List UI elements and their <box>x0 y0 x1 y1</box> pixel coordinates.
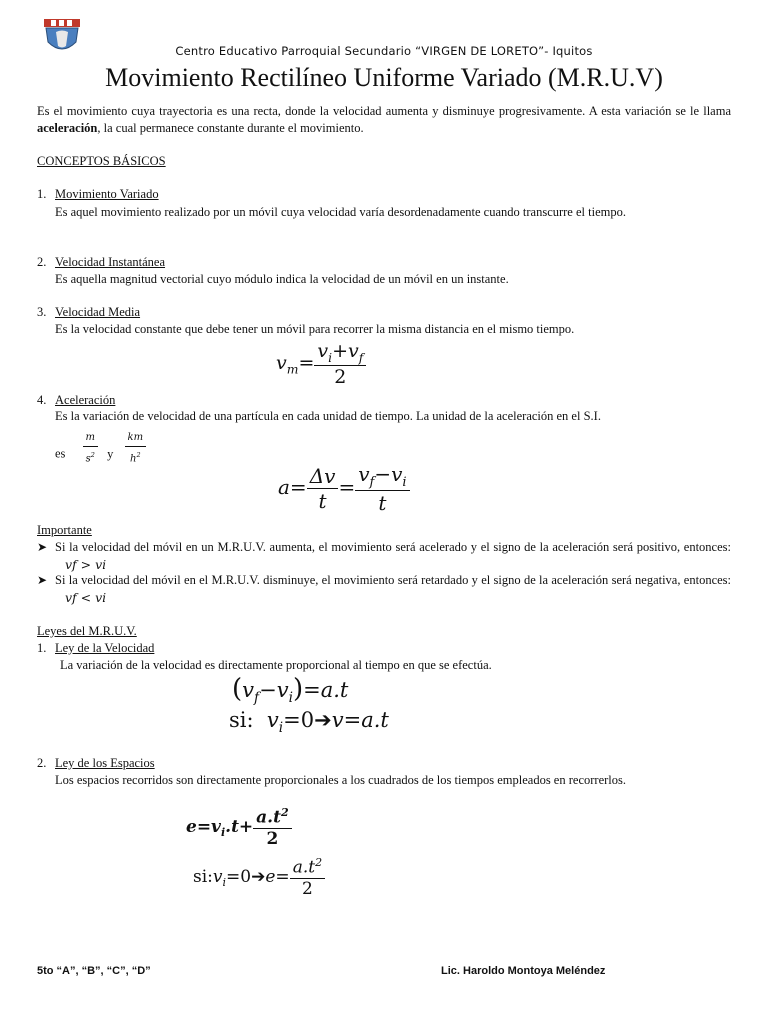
concept-title: Movimiento Variado <box>55 187 159 201</box>
school-name: Centro Educativo Parroquial Secundario “VIRGEN DE LORETO”- Iquitos <box>175 44 593 58</box>
importante-heading: Importante <box>37 523 92 537</box>
concept-number: 2. <box>37 255 47 269</box>
law-number: 1. <box>37 641 47 655</box>
formula-velocidad-media: $v_m=$ $\frac{v_i+v_f}{2}$ <box>276 340 366 388</box>
footer-grades: 5to “A”, “B”, “C”, “D” <box>37 965 151 977</box>
intro-bold: aceleración <box>37 121 98 135</box>
law-title: Ley de la Velocidad <box>55 641 155 655</box>
unit-km-h2: km h2 <box>125 443 147 454</box>
concept-number: 3. <box>37 305 47 319</box>
concept-title: Velocidad Instantánea <box>55 255 166 269</box>
concept-text: Es aquel movimiento realizado por un móvil cuya velocidad varía desordenadamente cuando transcurre el tiempo. <box>55 205 626 219</box>
concept-title: Aceleración <box>55 393 116 407</box>
importante-bullet: Si la velocidad del móvil en el M.R.U.V. disminuye, el movimiento será retardado y el signo de la aceleración será negativa, entonces: vf < vi <box>55 573 731 605</box>
formula-ley-velocidad: $(v_f-v_i)=a.t$ <box>232 674 349 707</box>
concept-text: Es aquella magnitud vectorial cuyo módulo indica la velocidad de un móvil en un instante. <box>55 272 509 286</box>
law-text: Los espacios recorridos son directamente proporcionales a los cuadrados de los tiempos empleados en recorrerlos. <box>55 773 626 787</box>
concept-number: 1. <box>37 187 47 201</box>
unit-m-s2: m s2 <box>83 443 98 454</box>
intro-text: Es el movimiento cuya trayectoria es una recta, donde la velocidad aumenta y disminuye progresivamente. A esta variación se le llama <box>37 104 731 118</box>
law-text: La variación de la velocidad es directamente proporcional al tiempo en que se efectúa. <box>60 658 492 672</box>
formula-si-vi-cero: si: $v_i=0➔v=a.t$ <box>229 708 389 737</box>
intro-paragraph <box>37 103 731 137</box>
concept-number: 4. <box>37 393 47 407</box>
math-vf-gt-vi: vf > vi <box>65 557 107 572</box>
law-title: Ley de los Espacios <box>55 756 155 770</box>
formula-aceleracion: a= $\frac{\Delta v}{t}$ = $\frac{v_f-v_i}{t}$ <box>278 462 410 515</box>
importante-bullet: Si la velocidad del móvil en un M.R.U.V. aumenta, el movimiento será acelerado y el signo de la aceleración será positivo, entonces: vf > vi <box>55 540 731 572</box>
page-title: Movimiento Rectilíneo Uniforme Variado (M.R.U.V) <box>105 63 663 92</box>
law-number: 2. <box>37 756 47 770</box>
concept-text: Es la variación de velocidad de una partícula en cada unidad de tiempo. La unidad de la aceleración en el S.I. <box>55 409 601 423</box>
intro-text-end: , la cual permanece constante durante el movimiento. <box>97 121 364 135</box>
formula-ley-espacios: $e=v_i.t+$ $\frac{a.t^2}{2}$ <box>186 806 292 849</box>
formula-si-espacios: $si:v_i=0➔e=$ $\frac{a.t^2}{2}$ <box>193 856 325 899</box>
leyes-heading: Leyes del M.R.U.V. <box>37 624 137 638</box>
concept-text: Es la velocidad constante que debe tener un móvil para recorrer la misma distancia en el mismo tiempo. <box>55 322 575 336</box>
conceptos-heading: CONCEPTOS BÁSICOS <box>37 154 166 168</box>
concept-title: Velocidad Media <box>55 305 141 319</box>
units-line: es $^{\frac{m}{s^2}}$ y $^{\frac{km}{h^2}}$ <box>55 436 731 474</box>
footer-author: Lic. Haroldo Montoya Meléndez <box>441 965 606 977</box>
arrow-bullet-icon: ➤ <box>37 573 48 587</box>
math-vf-lt-vi: vf < vi <box>65 590 107 605</box>
arrow-bullet-icon: ➤ <box>37 540 48 554</box>
